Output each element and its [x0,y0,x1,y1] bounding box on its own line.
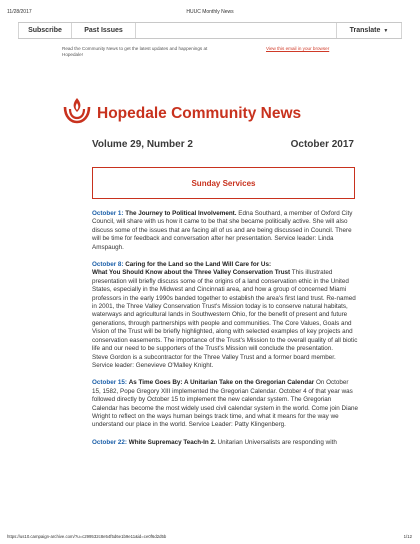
preheader [62,45,362,65]
service-entry [92,379,358,429]
service-date: October 15: [92,379,127,387]
service-body: On October 15, 1582, Pope Gregory XIII implemented the Gregorian Calendar. October 4 of that year was followed directly by October 15 to implement the new calendar system. The Gregorian Calendar has become the most widely used civil calendar system in the world. Come join Diane Wright to reflect on the ways human beings track time, and what it means for the way we understand our place in the world. Service Leader: Patty Klingenberg. [92,379,358,429]
print-date: 11/28/2017 [7,9,32,15]
service-body: This illustrated presentation will briefly discuss some of the origins of a land conservation ethic in the United States, especially in the Midwest and Cincinnati area, and how a group of concerned Miami professors in the early 1990s banded together to establish the area's first land trust. Re-named in 2001, the Three Valley Conservation Trust's Mission today is to conserve natural habitats, waterways and agricultural lands in Southwestern Ohio, for the benefit of present and future generations, through partnerships with people and communities. The Core Values, Goals and Vision of the Trust will be briefly highlighted, along with selected examples of key projects and conservation easements. The importance of the Trust's Mission to the overall quality of all biotic life and our need to be supporters of the Trust's Mission will conclude the presentation. [92,269,358,353]
issue-info [92,139,354,153]
newsletter-name: Hopedale Community News [97,105,302,122]
service-entry [92,439,358,447]
service-body: Edna Southard, a member of Oxford City Council, will share with us how it came to be that she became politically active. She will also discuss some of the issues that are facing all of us and are being discussed in Council. There will be time for feedback and conversation after her presentation. Service leader: Linda Amspaugh. [92,210,353,251]
top-navbar [18,22,402,39]
service-subtitle: What You Should Know about the Three Valley Conservation Trust [92,269,291,277]
service-date: October 1: [92,210,124,217]
page-number: 1/12 [403,534,412,539]
past-issues-label: Past Issues [84,27,123,34]
service-title: Caring for the Land so the Land Will Care for Us: [125,261,272,269]
service-date: October 22: [92,438,127,446]
subscribe-button[interactable] [18,23,72,38]
section-title: Sunday Services [191,178,256,188]
translate-label: Translate [349,27,381,34]
issue-month: October 2017 [290,139,354,150]
print-title: HUUC Monthly News [186,9,234,15]
service-date: October 8: [92,261,124,269]
translate-dropdown[interactable] [336,23,402,38]
service-title: As Time Goes By: A Unitarian Take on the Gregorian Calendar [128,379,315,387]
service-entry [92,210,358,252]
nav-spacer [136,23,336,38]
caret-down-icon: ▼ [383,27,389,34]
service-title: White Supremacy Teach-In 2. [128,438,216,446]
service-entry [92,261,358,370]
preheader-message: Read the Community News to get the latest updates and happenings at Hopedale! [62,46,208,58]
volume-number: Volume 29, Number 2 [92,139,193,150]
view-in-browser-link[interactable]: View this email in your browser [266,46,330,51]
masthead [62,95,362,135]
service-title: The Journey to Political Involvement. [125,210,237,217]
past-issues-button[interactable] [72,23,136,38]
services-list [92,210,358,456]
section-header [92,167,355,199]
service-body: Unitarian Universalists are responding with [215,438,337,446]
service-extra: Steve Gordon is a subcontractor for the Three Valley Trust and a former board member. Service leader: Genevieve O'Malley Knight. [92,353,336,369]
flaming-chalice-logo-icon [62,95,92,127]
footer-url: https://us10.campaign-archive.com/?u=c299532c8e54f5d6e1b9e11&id=ce0f6d2d5b [7,534,167,539]
subscribe-label: Subscribe [28,27,62,34]
print-header [0,9,420,17]
print-footer [0,534,420,542]
